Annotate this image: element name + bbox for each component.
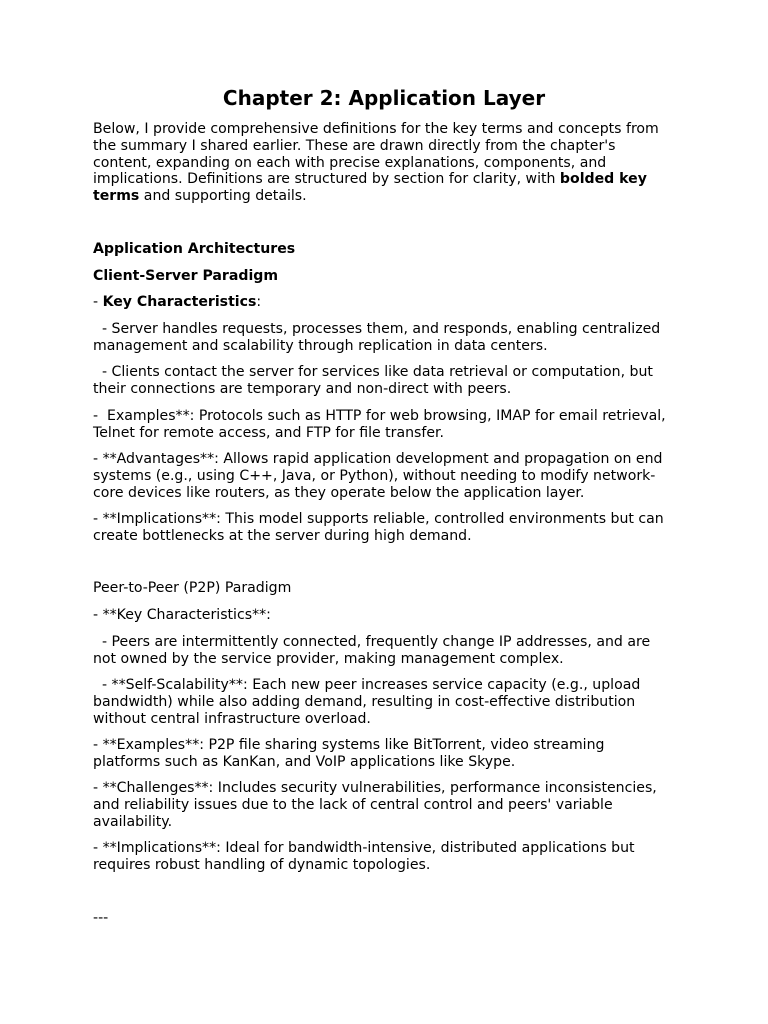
intro-paragraph: [93, 121, 683, 205]
item-line: core devices like routers, as they operate below the application layer.: [93, 484, 585, 501]
item-line: management and scalability through replication in data centers.: [93, 337, 548, 354]
client-server-item: [93, 364, 683, 398]
item-line: systems (e.g., using C++, Java, or Python), without needing to modify network-: [93, 467, 656, 484]
section-heading: Application Architectures: [93, 241, 296, 257]
item-line: - **Implications**: This model supports reliable, controlled environments but can: [93, 511, 664, 527]
p2p-item: [93, 780, 683, 830]
client-server-item: [93, 321, 683, 355]
client-server-heading: Client-Server Paradigm: [93, 268, 279, 284]
intro-bold-text: terms: [93, 188, 140, 205]
item-line: their connections are temporary and non-direct with peers.: [93, 380, 512, 397]
intro-line: the summary I shared earlier. These are drawn directly from the chapter's: [93, 137, 616, 154]
item-line: - Peers are intermittently connected, frequently change IP addresses, and are: [93, 634, 651, 650]
item-line: not owned by the service provider, making management complex.: [93, 650, 564, 667]
item-line: and reliability issues due to the lack of central control and peers' variable: [93, 796, 613, 813]
p2p-item: [93, 737, 683, 771]
client-server-item: [93, 451, 683, 501]
item-line: availability.: [93, 813, 173, 830]
item-line: - **Examples**: P2P file sharing systems like BitTorrent, video streaming: [93, 737, 605, 753]
intro-line: [93, 171, 683, 188]
section-separator: ---: [93, 910, 109, 926]
item-line: - Examples**: Protocols such as HTTP for web browsing, IMAP for email retrieval,: [93, 408, 666, 424]
intro-text: and supporting details.: [139, 188, 307, 205]
intro-bold-text: bolded key: [559, 171, 647, 188]
p2p-item: [93, 840, 683, 874]
item-line: - **Advantages**: Allows rapid application development and propagation on end: [93, 451, 663, 467]
page-title: Chapter 2: Application Layer: [222, 86, 546, 110]
intro-line: content, expanding on each with precise explanations, components, and: [93, 154, 607, 171]
item-line: without central infrastructure overload.: [93, 710, 371, 727]
list-prefix: -: [93, 294, 103, 310]
item-line: requires robust handling of dynamic topologies.: [93, 856, 431, 873]
item-line: - Clients contact the server for services like data retrieval or computation, but: [93, 364, 653, 380]
p2p-item: [93, 634, 683, 668]
client-server-key-characteristics: [93, 294, 683, 311]
item-line: create bottlenecks at the server during high demand.: [93, 527, 472, 544]
p2p-item: [93, 677, 683, 727]
item-line: platforms such as KanKan, and VoIP applications like Skype.: [93, 753, 516, 770]
item-line: - **Implications**: Ideal for bandwidth-intensive, distributed applications but: [93, 840, 635, 856]
key-characteristics-label: Key Characteristics: [102, 294, 257, 310]
item-line: - Server handles requests, processes them, and responds, enabling centralized: [93, 321, 661, 337]
client-server-item: [93, 511, 683, 545]
list-suffix: :: [256, 294, 262, 310]
p2p-heading: Peer-to-Peer (P2P) Paradigm: [93, 580, 292, 596]
intro-line: Below, I provide comprehensive definitions for the key terms and concepts from: [93, 121, 659, 137]
intro-line: [93, 188, 683, 205]
item-line: - **Self-Scalability**: Each new peer increases service capacity (e.g., upload: [93, 677, 641, 693]
item-line: bandwidth) while also adding demand, resulting in cost-effective distribution: [93, 693, 636, 710]
item-line: Telnet for remote access, and FTP for file transfer.: [93, 424, 444, 441]
item-line: - **Challenges**: Includes security vulnerabilities, performance inconsistencies,: [93, 780, 657, 796]
p2p-key-characteristics: - **Key Characteristics**:: [93, 607, 271, 623]
client-server-item: [93, 408, 683, 442]
intro-text: implications. Definitions are structured by section for clarity, with: [93, 171, 560, 188]
